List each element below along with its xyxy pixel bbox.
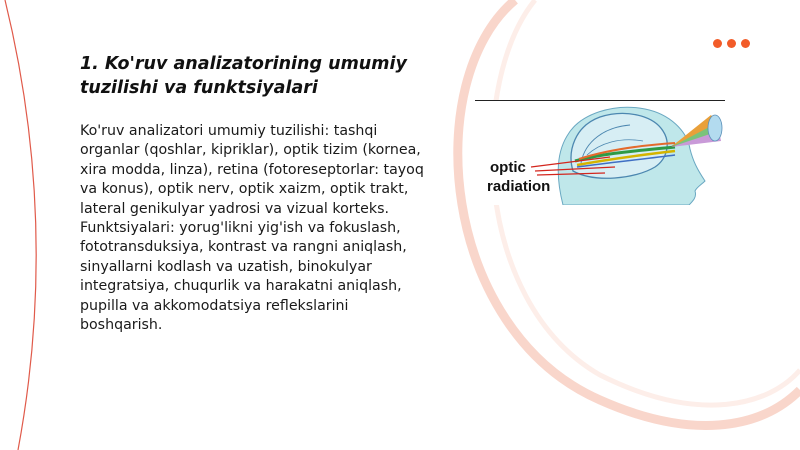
- dot: [741, 39, 750, 48]
- peach-ring-arc: [458, 0, 800, 425]
- slide-body-text: Ko'ruv analizatori umumiy tuzilishi: tashqi organlar (qoshlar, kipriklar), optik tizim (kornea, xira modda, linza), retina (fotoreseptorlar: tayoq va konus), optik nerv, optik xaizm, optik trakt, lateral genikulyar yadrosi va vizual korteks. Funktsiyalari: yorug'likni yig'ish va fokuslash, fototransduksiya, kontrast va rangni aniqlash, sinyallarni kodlash va uzatish, binokulyar integratsiya, chuqurlik va harakatni aniqlash, pupilla va akkomodatsiya reflekslarini boshqarish.: [80, 123, 424, 334]
- left-edge-arc: [5, 0, 36, 450]
- figure-label-optic: optic: [490, 159, 526, 176]
- dot: [713, 39, 722, 48]
- slide-title: 1. Ko'ruv analizatorining umumiy tuzilishi va funktsiyalari: [80, 54, 407, 98]
- menu-dots-icon: [713, 39, 750, 48]
- figure-label-radiation: radiation: [487, 178, 551, 195]
- dot: [727, 39, 736, 48]
- visual-pathway-diagram: [475, 100, 725, 205]
